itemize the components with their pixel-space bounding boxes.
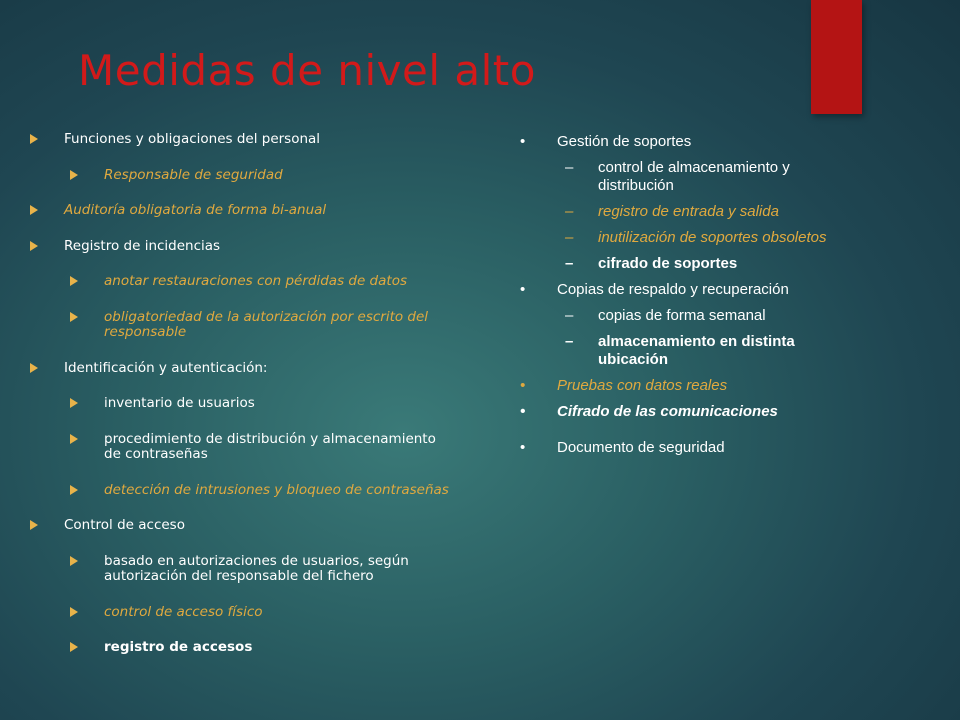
bullet-arrow-icon <box>70 642 78 652</box>
left-list-item <box>30 310 450 341</box>
left-list-item <box>30 605 450 621</box>
left-list-item <box>30 132 460 148</box>
bullet-arrow-icon <box>30 134 38 144</box>
bullet-arrow-icon <box>70 276 78 286</box>
slide-title: Medidas de nivel alto <box>78 46 536 95</box>
right-list-item-text: inutilización de soportes obsoletos <box>598 229 827 246</box>
left-list-item-text: Control de acceso <box>64 517 185 533</box>
left-list-item <box>30 396 450 412</box>
dash-bullet-icon: – <box>565 307 574 324</box>
left-list-item-text: obligatoriedad de la autorización por escrito del responsable <box>104 308 429 340</box>
left-list-item-text: registro de accesos <box>104 639 253 655</box>
dash-bullet-icon: – <box>565 333 574 350</box>
right-list-item <box>520 255 850 273</box>
right-list-item-text: registro de entrada y salida <box>598 203 779 220</box>
right-list-item <box>520 203 850 221</box>
right-list-item-text: Copias de respaldo y recuperación <box>557 281 789 298</box>
right-list-item <box>520 333 850 369</box>
right-list-item <box>520 307 850 325</box>
bullet-arrow-icon <box>70 607 78 617</box>
accent-tab <box>811 0 862 114</box>
right-list-item-text: cifrado de soportes <box>598 255 738 272</box>
dot-bullet-icon: • <box>520 439 526 456</box>
bullet-arrow-icon <box>30 363 38 373</box>
left-list-item-text: Identificación y autenticación: <box>64 359 268 376</box>
right-list-item-text: Gestión de soportes <box>557 133 692 150</box>
right-list-item-text: copias de forma semanal <box>598 307 766 324</box>
left-list-item-text: detección de intrusiones y bloqueo de contraseñas <box>104 481 449 498</box>
right-list-item-text: Pruebas con datos reales <box>557 377 728 394</box>
left-bullet-list <box>30 132 460 676</box>
left-list-item-text: Responsable de seguridad <box>104 166 283 183</box>
right-bullet-list <box>520 133 850 465</box>
bullet-arrow-icon <box>70 312 78 322</box>
left-list-item <box>30 554 450 585</box>
bullet-arrow-icon <box>30 241 38 251</box>
right-list-item-text: almacenamiento en distinta ubicación <box>598 333 795 368</box>
left-list-item-text: Auditoría obligatoria de forma bi-anual <box>64 202 327 218</box>
dash-bullet-icon: – <box>565 203 574 220</box>
left-list-item-text: Funciones y obligaciones del personal <box>64 131 321 147</box>
left-list-item <box>30 203 460 219</box>
left-list-item <box>30 432 450 463</box>
right-list-item <box>520 403 850 421</box>
left-list-item <box>30 239 460 255</box>
right-list-item <box>520 377 850 395</box>
left-list-item-text: basado en autorizaciones de usuarios, según autorización del responsable del fichero <box>104 552 409 584</box>
right-list-item <box>520 229 850 247</box>
bullet-arrow-icon <box>30 205 38 215</box>
right-list-item <box>520 133 850 151</box>
left-list-item <box>30 168 450 184</box>
dot-bullet-icon: • <box>520 281 526 298</box>
right-list-item-text: Cifrado de las comunicaciones <box>557 403 778 420</box>
left-list-item-text: Registro de incidencias <box>64 237 221 254</box>
dash-bullet-icon: – <box>565 229 574 246</box>
left-list-item-text: procedimiento de distribución y almacenamiento de contraseñas <box>104 430 436 462</box>
dot-bullet-icon: • <box>520 377 526 394</box>
bullet-arrow-icon <box>70 398 78 408</box>
right-list-item <box>520 439 850 457</box>
left-list-item <box>30 483 450 499</box>
bullet-arrow-icon <box>70 434 78 444</box>
dot-bullet-icon: • <box>520 133 526 150</box>
bullet-arrow-icon <box>70 485 78 495</box>
right-list-item-text: Documento de seguridad <box>557 439 725 456</box>
bullet-arrow-icon <box>30 520 38 530</box>
dot-bullet-icon: • <box>520 403 526 420</box>
bullet-arrow-icon <box>70 556 78 566</box>
right-list-item <box>520 159 850 195</box>
left-list-item <box>30 640 450 656</box>
right-list-item <box>520 281 850 299</box>
dash-bullet-icon: – <box>565 159 574 176</box>
left-list-item <box>30 274 450 290</box>
left-list-item-text: inventario de usuarios <box>104 395 255 411</box>
right-list-item-text: control de almacenamiento y distribución <box>598 159 790 194</box>
dash-bullet-icon: – <box>565 255 574 272</box>
bullet-arrow-icon <box>70 170 78 180</box>
left-list-item-text: control de acceso físico <box>104 603 263 620</box>
left-list-item-text: anotar restauraciones con pérdidas de datos <box>104 273 407 289</box>
left-list-item <box>30 361 460 377</box>
left-list-item <box>30 518 460 534</box>
